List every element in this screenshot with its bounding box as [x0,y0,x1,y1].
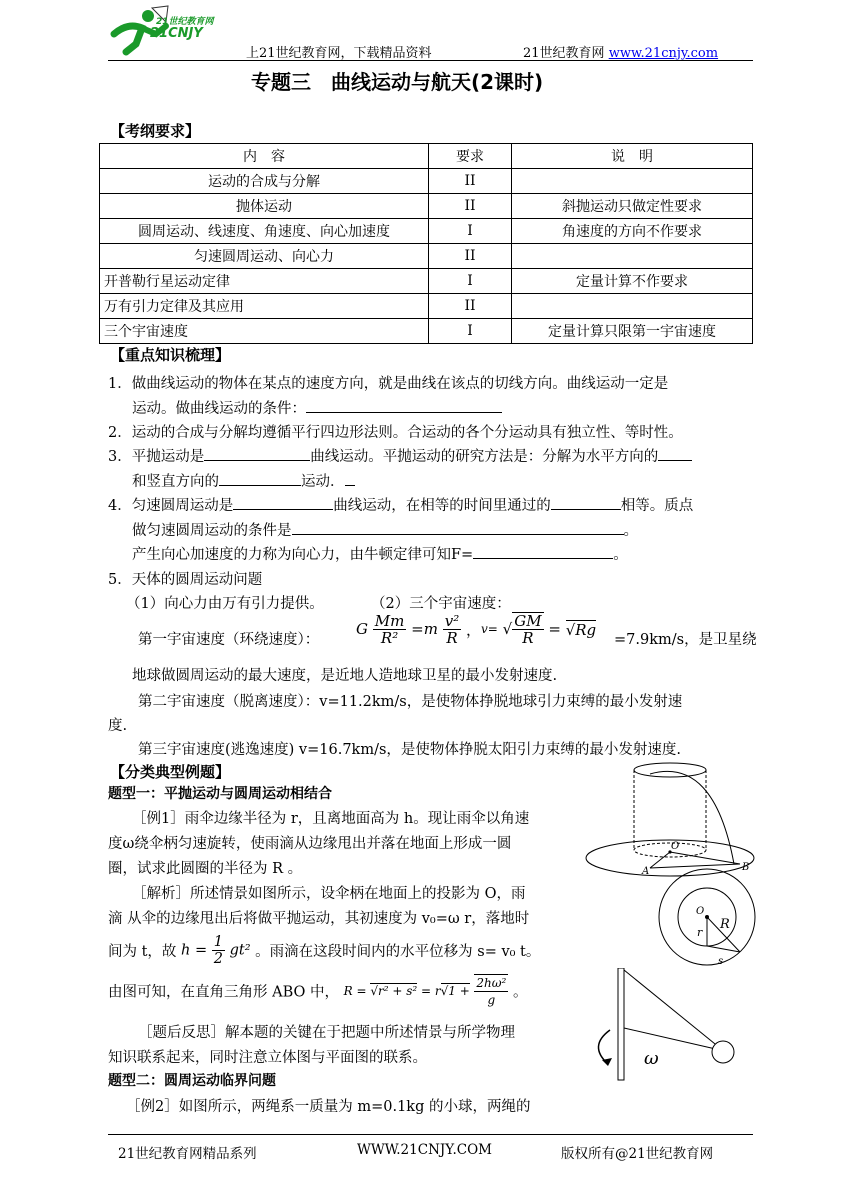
table-cell: I [429,219,512,244]
header-right-text: 21世纪教育网 [523,46,609,61]
header-divider [108,60,753,61]
table-cell: 运动的合成与分解 [100,169,429,194]
table-cell: 开普勒行星运动定律 [100,269,429,294]
answer-blank [551,495,621,510]
answer-blank [658,446,692,461]
solution-1-line3-text: 间为 t，故 [108,944,177,960]
knowledge-4a-text: 4．匀速圆周运动是 [108,498,234,514]
footer-right: 版权所有@21世纪教育网 [561,1146,714,1162]
label-s: s [718,956,724,967]
table-row [100,319,753,344]
answer-blank [219,471,301,486]
knowledge-4g-text: 。 [613,547,628,563]
table-cell: 三个宇宙速度 [100,319,429,344]
table-header-row [100,144,753,169]
answer-blank [233,495,333,510]
top-view-figure [656,866,758,968]
knowledge-3d-text: 运动． [301,474,345,490]
table-cell [512,244,753,269]
answer-blank [345,471,355,486]
table-cell: II [429,169,512,194]
umbrella-figure [584,760,764,880]
knowledge-4f [132,543,628,564]
knowledge-4d [132,519,638,540]
table-cell: 匀速圆周运动、向心力 [100,244,429,269]
header-link[interactable]: www.21cnjy.com [608,46,719,61]
knowledge-2: 2．运动的合成与分解均遵循平行四边形法则。合运动的各个分运动具有独立性、等时性。 [108,425,683,441]
table-cell: 万有引力定律及其应用 [100,294,429,319]
label-O: O [671,841,680,852]
table-row [100,194,753,219]
knowledge-3c-text: 和竖直方向的 [132,474,219,490]
knowledge-4f-text: 产生向心加速度的力称为向心力，由牛顿定律可知F= [132,547,474,563]
knowledge-3b-text: 曲线运动。平抛运动的研究方法是：分解为水平方向的 [310,449,659,465]
solution-1-line2: 滴 从伞的边缘甩出后将做平抛运动，其初速度为 v₀=ω r，落地时 [108,911,530,927]
reflection-1-line2: 知识联系起来，同时注意立体图与平面图的联系。 [108,1050,427,1066]
table-cell: 抛体运动 [100,194,429,219]
knowledge-4c-text: 相等。质点 [620,498,694,514]
table-cell [512,169,753,194]
velocity-1-formula: G $\frac{Mm}{\text{R²}}$ =m $\frac{\text{v²}}{R}$ ，v= √ $\frac{GM}{R}$ = √Rg [356,611,597,647]
page-title: 专题三 曲线运动与航天(2课时) [251,70,544,94]
example-1-line2: 度ω绕伞柄匀速旋转，使雨滴从边缘甩出并落在地面上形成一圆 [108,836,512,852]
section-knowledge: 【重点知识梳理】 [110,346,231,364]
label-R: R [720,917,730,932]
velocity-3: 第三宇宙速度(逃逸速度) v=16.7km/s，是使物体挣脱太阳引力束缚的最小发射速度. [138,742,682,758]
example-2-line1: ［例2］如图所示，两绳系一质量为 m=0.1kg 的小球，两绳的 [126,1099,531,1115]
velocity-2b: 度. [108,718,128,734]
table-header: 要求 [429,144,512,169]
solution-1-line3: 间为 t，故 h = $\frac{1}{2}$ gt² 。雨滴在这段时间内的水平位移为 s= v₀ t。 [108,934,541,967]
reflection-1-line1: ［题后反思］解本题的关键在于把题中所述情景与所学物理 [138,1025,515,1041]
knowledge-3c [132,470,355,491]
footer-mid: WWW.21CNJY.COM [357,1142,492,1158]
header-right [523,42,718,61]
solution-1-line4: 由图可知，在直角三角形 ABO 中， R = √r² + s² = r√1 + $\frac{\text{2hω²}}{g}$ 。 [108,976,528,1007]
footer-left: 21世纪教育网精品系列 [118,1146,257,1162]
table-row [100,294,753,319]
example-1-line1: ［例1］雨伞边缘半径为 r，且离地面高为 h。现让雨伞以角速 [132,811,530,827]
solution-1-line1: ［解析］所述情景如图所示，设伞柄在地面上的投影为 O，雨 [132,886,526,902]
knowledge-5a: （1）向心力由万有引力提供。 [126,596,324,612]
answer-blank [292,520,624,535]
knowledge-4b-text: 曲线运动，在相等的时间里通过的 [333,498,551,514]
example-1-line3: 圈，试求此圆圈的半径为 R 。 [108,861,303,877]
answer-blank [306,398,502,413]
knowledge-4a [108,494,693,515]
knowledge-5: 5．天体的圆周运动问题 [108,572,263,588]
velocity-1-value: =7.9km/s，是卫星绕 [614,632,757,648]
header-left: 上21世纪教育网，下载精品资料 [246,46,432,61]
table-cell: 圆周运动、线速度、角速度、向心加速度 [100,219,429,244]
table-cell: 斜抛运动只做定性要求 [512,194,753,219]
table-cell [512,294,753,319]
table-row [100,269,753,294]
type-2-title: 题型二：圆周运动临界问题 [108,1073,276,1089]
table-header: 说 明 [512,144,753,169]
answer-blank [473,544,613,559]
knowledge-1a: 1．做曲线运动的物体在某点的速度方向，就是曲线在该点的切线方向。曲线运动一定是 [108,376,669,392]
answer-blank [204,446,310,461]
knowledge-3a-text: 3．平抛运动是 [108,449,205,465]
label-A: A [642,866,650,877]
requirements-table [99,143,753,344]
section-examples: 【分类典型例题】 [110,763,231,781]
table-header: 内 容 [100,144,429,169]
solution-1-line3-tail: 。雨滴在这段时间内的水平位移为 s= v₀ t。 [255,944,541,960]
table-cell: II [429,194,512,219]
velocity-2a: 第二宇宙速度（脱离速度）：v=11.2km/s，是使物体挣脱地球引力束缚的最小发射速 [138,694,683,710]
label-O-top: O [696,906,705,917]
solution-1-line4-text: 由图可知，在直角三角形 ABO 中， [108,984,340,1001]
table-cell: I [429,269,512,294]
knowledge-3a [108,445,692,466]
solution-1-line4-tail: 。 [512,984,528,1001]
table-row [100,169,753,194]
velocity-1-desc: 地球做圆周运动的最大速度，是近地人造地球卫星的最小发射速度. [132,668,558,684]
knowledge-1b-text: 运动。做曲线运动的条件： [132,401,306,417]
table-cell: II [429,294,512,319]
string-ball-figure [586,968,746,1082]
footer-divider [108,1134,753,1135]
knowledge-4e-text: 。 [623,523,638,539]
knowledge-5b: （2）三个宇宙速度： [371,596,511,612]
table-cell: 定量计算只限第一宇宙速度 [512,319,753,344]
logo-text-top: 21世纪教育网 [156,17,214,27]
table-cell: 角速度的方向不作要求 [512,219,753,244]
logo-text-bottom: 21CNJY [150,26,203,41]
table-cell: II [429,244,512,269]
knowledge-1b [132,397,502,418]
omega-symbol: ω [644,1048,659,1069]
table-row [100,244,753,269]
table-cell: I [429,319,512,344]
table-row [100,219,753,244]
table-cell: 定量计算不作要求 [512,269,753,294]
section-requirements: 【考纲要求】 [110,122,201,140]
type-1-title: 题型一：平抛运动与圆周运动相结合 [108,786,332,802]
label-r: r [697,926,703,939]
label-B: B [742,862,750,873]
knowledge-4d-text: 做匀速圆周运动的条件是 [132,523,292,539]
velocity-1-label: 第一宇宙速度（环绕速度）： [138,632,320,648]
